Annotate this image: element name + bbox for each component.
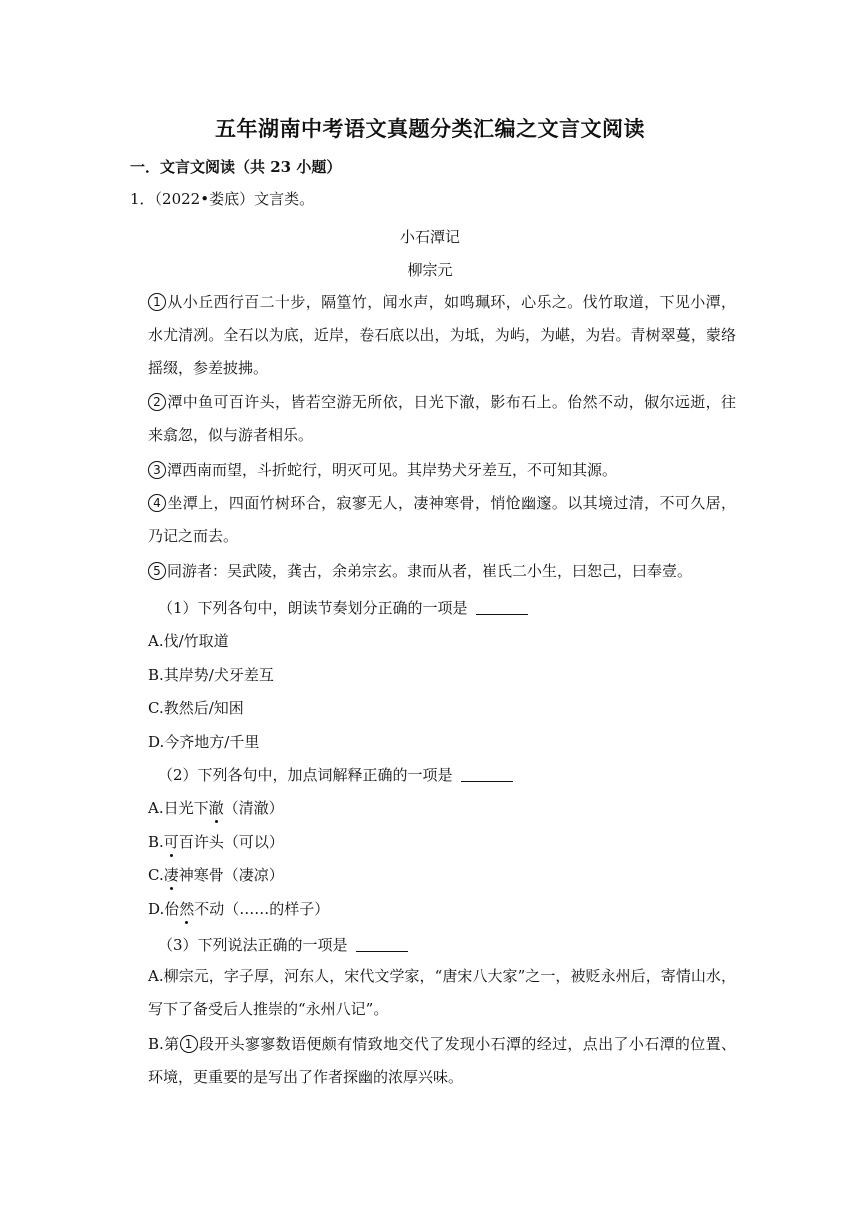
- dotted-word: 可: [163, 833, 179, 851]
- paragraph-text: 从小丘西行百二十步，隔篁竹，闻水声，如鸣珮环，心乐之。伐竹取道，下见小潭，水尤清冽。全石以为底，近岸，卷石底以出，为坻，为屿，为嵁，为岩。青树翠蔓，蒙络摇缀，参差披拂。: [148, 293, 736, 377]
- q1-stem-text: （1）下列各句中，朗读节奏划分正确的一项是: [158, 599, 468, 617]
- q2-stem-text: （2）下列各句中，加点词解释正确的一项是: [158, 766, 453, 784]
- paragraph-text: 坐潭上，四面竹树环合，寂寥无人，凄神寒骨，悄怆幽邃。以其境过清，不可久居，乃记之而去。: [148, 494, 736, 545]
- option-text: 神寒骨（凄凉）: [178, 866, 284, 884]
- q2-option-c: [148, 864, 284, 885]
- q3-stem: [158, 934, 408, 955]
- option-text: （清澈）: [223, 799, 284, 817]
- option-text: A.日光下: [148, 799, 209, 817]
- q3-stem-text: （3）下列说法正确的一项是: [158, 936, 348, 954]
- paragraph-text: 潭中鱼可百许头，皆若空游无所依，日光下澈，影布石上。佁然不动，俶尔远逝，往来翕忽，似与游者相乐。: [148, 393, 736, 444]
- q2-option-b: [148, 831, 284, 852]
- paragraph-number: 4: [148, 494, 166, 512]
- paragraph-number: 5: [148, 562, 166, 580]
- paragraph-number: 1: [180, 1035, 198, 1053]
- paragraph-text: 潭西南而望，斗折蛇行，明灭可见。其岸势犬牙差互，不可知其源。: [167, 461, 618, 479]
- option-text: B.: [148, 833, 164, 851]
- document-title: 五年湖南中考语文真题分类汇编之文言文阅读: [215, 116, 645, 141]
- question-heading: 1．（2022•娄底）文言类。: [130, 190, 315, 208]
- option-text: 百许头（可以）: [178, 833, 284, 851]
- option-text: D.佁: [148, 900, 180, 918]
- paragraph-1: [148, 286, 736, 385]
- option-text: B.第: [148, 1035, 180, 1053]
- paragraph-4: [148, 487, 736, 553]
- section-heading: 一．文言文阅读（共 23 小题）: [130, 158, 342, 176]
- q2-option-a: [148, 797, 284, 818]
- answer-blank: [356, 937, 408, 952]
- option-text: 不动（……的样子）: [194, 900, 330, 918]
- q1-option-a: A.伐/竹取道: [148, 632, 229, 650]
- paragraph-3: [148, 454, 736, 487]
- dotted-word: 然: [179, 900, 195, 918]
- dotted-word: 凄: [163, 866, 179, 884]
- q1-option-d: D.今齐地方/千里: [148, 733, 260, 751]
- q3-option-a: A.柳宗元，字子厚，河东人，宋代文学家，“唐宋八大家”之一，被贬永州后，寄情山水，写下了备受后人推崇的“永州八记”。: [148, 967, 736, 1018]
- option-text: C.: [148, 866, 164, 884]
- answer-blank: [461, 767, 513, 782]
- paragraph-number: 3: [148, 461, 166, 479]
- q2-option-d: [148, 898, 329, 919]
- option-text: 段开头寥寥数语便颇有情致地交代了发现小石潭的经过，点出了小石潭的位置、环境，更重要的是写出了作者探幽的浓厚兴味。: [148, 1035, 736, 1086]
- paragraph-5: [148, 555, 736, 588]
- paragraph-text: 同游者：吴武陵，龚古，余弟宗玄。隶而从者，崔氏二小生，曰恕己，曰奉壹。: [167, 562, 693, 580]
- q3-option-b: [148, 1028, 736, 1094]
- passage-title: 小石潭记: [399, 228, 460, 246]
- q2-stem: [158, 764, 513, 785]
- paragraph-number: 1: [148, 293, 166, 311]
- q1-option-b: B.其岸势/犬牙差互: [148, 666, 274, 684]
- passage-author: 柳宗元: [407, 261, 453, 279]
- paragraph-2: [148, 386, 736, 452]
- answer-blank: [476, 600, 528, 615]
- q1-option-c: C.教然后/知困: [148, 699, 244, 717]
- dotted-word: 澈: [208, 799, 224, 817]
- q1-stem: [158, 597, 528, 618]
- paragraph-number: 2: [148, 393, 166, 411]
